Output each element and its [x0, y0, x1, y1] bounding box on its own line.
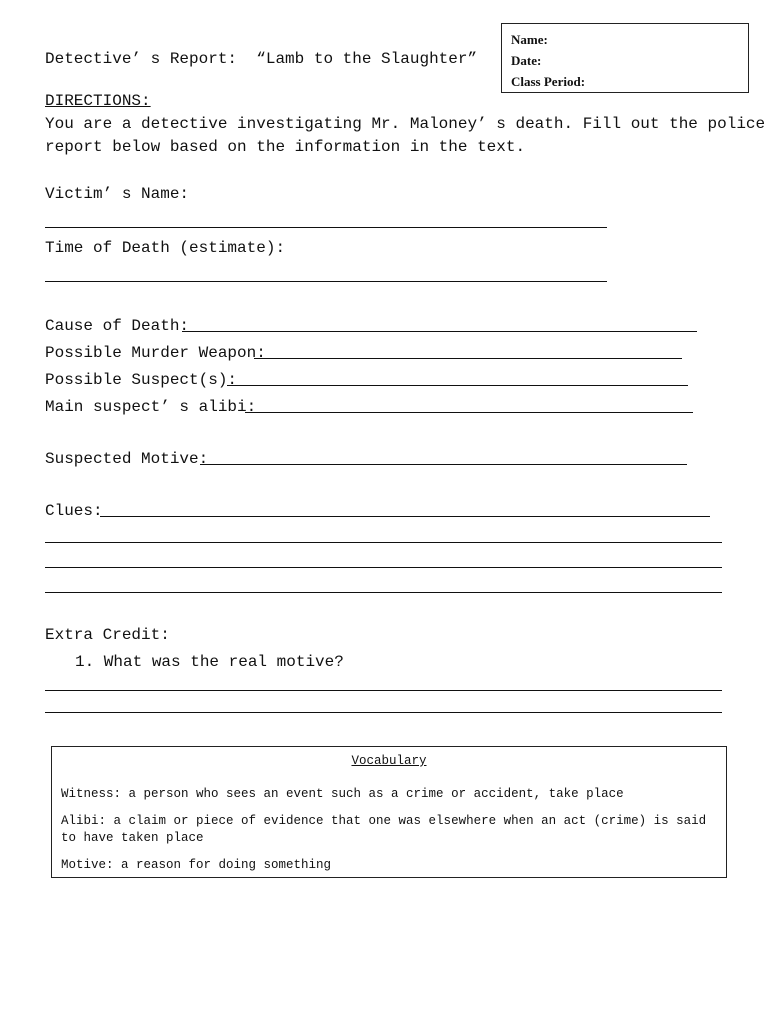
victim-name-label: Victim’ s Name: — [45, 185, 190, 203]
suspects-answer-line[interactable] — [227, 385, 688, 386]
victim-name-answer-line[interactable] — [45, 227, 607, 228]
clues-answer-line-1[interactable] — [100, 516, 710, 517]
alibi-answer-line[interactable] — [245, 412, 693, 413]
clues-answer-line-3[interactable] — [45, 567, 722, 568]
clues-label: Clues: — [45, 502, 103, 520]
directions-line-2: report below based on the information in the text. — [45, 138, 526, 156]
murder-weapon-answer-line[interactable] — [254, 358, 682, 359]
vocab-witness-definition: Witness: a person who sees an event such as a crime or accident, take place — [61, 787, 624, 801]
time-of-death-answer-line[interactable] — [45, 281, 607, 282]
class-period-label: Class Period: — [511, 74, 586, 89]
extra-credit-answer-line-2[interactable] — [45, 712, 722, 713]
clues-answer-line-4[interactable] — [45, 592, 722, 593]
vocabulary-title: Vocabulary — [351, 754, 427, 768]
date-label: Date: — [511, 53, 542, 68]
murder-weapon-label: Possible Murder Weapon: — [45, 344, 266, 362]
directions-heading: DIRECTIONS: — [45, 92, 151, 110]
clues-answer-line-2[interactable] — [45, 542, 722, 543]
extra-credit-answer-line-1[interactable] — [45, 690, 722, 691]
directions-line-1: You are a detective investigating Mr. Maloney’ s death. Fill out the police — [45, 115, 766, 133]
alibi-label: Main suspect’ s alibi: — [45, 398, 257, 416]
student-info-box — [501, 23, 749, 93]
vocabulary-box — [51, 746, 727, 878]
cause-of-death-label: Cause of Death: — [45, 317, 190, 335]
extra-credit-heading: Extra Credit: — [45, 626, 170, 644]
time-of-death-label: Time of Death (estimate): — [45, 239, 286, 257]
vocab-alibi-definition: Alibi: a claim or piece of evidence that one was elsewhere when an act (crime) is said to have taken place — [61, 814, 707, 845]
page-title: Detective’ s Report: “Lamb to the Slaughter” — [45, 50, 478, 68]
suspected-motive-answer-line[interactable] — [200, 464, 687, 465]
name-label: Name: — [511, 32, 548, 47]
suspects-label: Possible Suspect(s): — [45, 371, 238, 389]
suspected-motive-label: Suspected Motive: — [45, 450, 209, 468]
cause-of-death-answer-line[interactable] — [182, 331, 697, 332]
extra-credit-question-1: 1. What was the real motive? — [75, 653, 344, 671]
vocab-motive-definition: Motive: a reason for doing something — [61, 858, 332, 872]
